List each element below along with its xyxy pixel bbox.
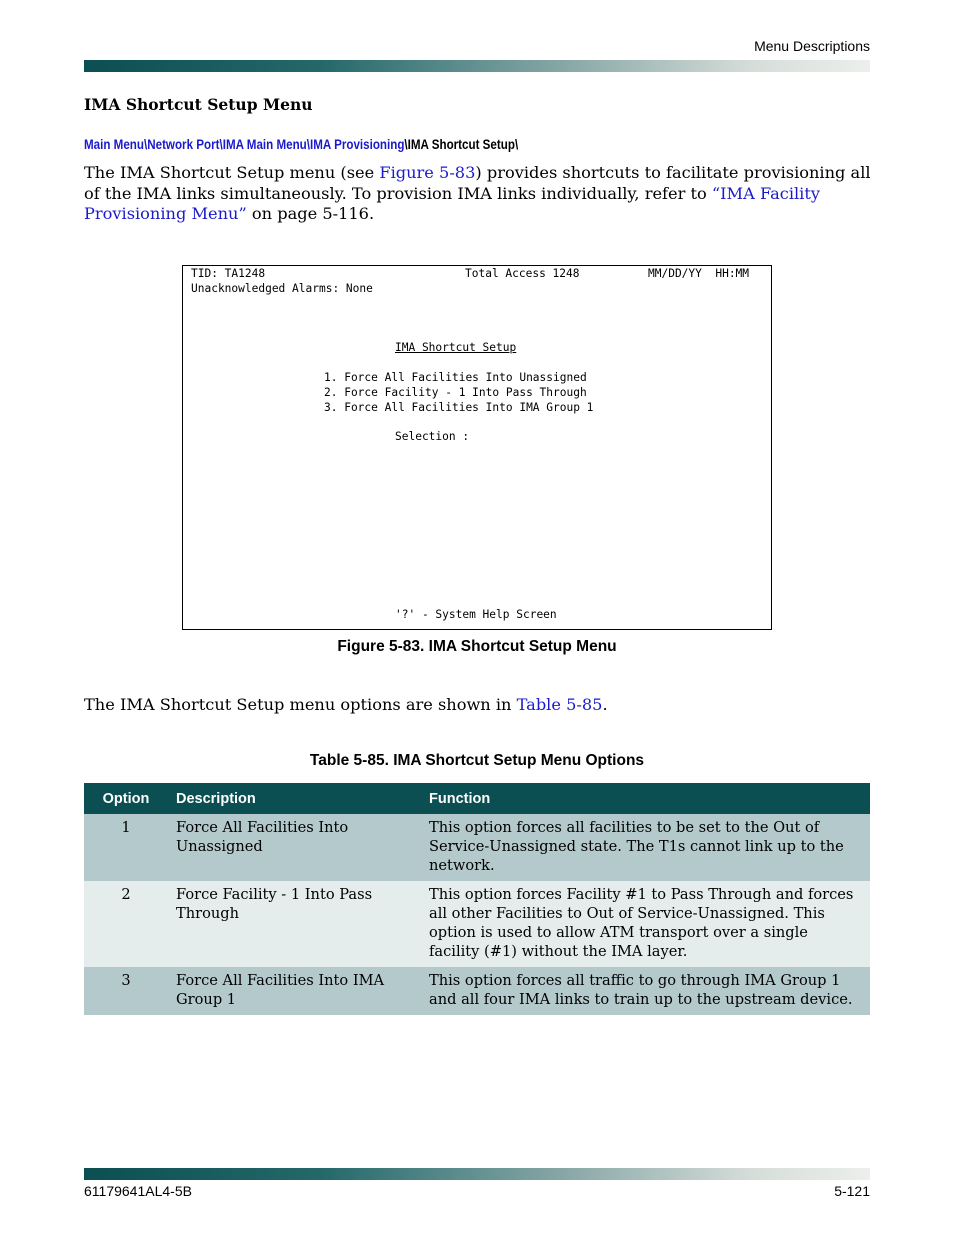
terminal-option-2[interactable]: 2. Force Facility - 1 Into Pass Through: [324, 386, 587, 399]
table-caption: Table 5-85. IMA Shortcut Setup Menu Options: [309, 752, 645, 769]
ima-facility-provisioning-link[interactable]: “IMA Facility Provisioning Menu”: [84, 183, 821, 223]
table-header-row: [84, 783, 870, 814]
figure-link[interactable]: Figure 5-83: [379, 163, 476, 182]
breadcrumb-ima-main-menu[interactable]: IMA Main Menu: [222, 137, 307, 152]
cell-option: 3: [84, 967, 168, 1015]
terminal-tid: TID: TA1248: [191, 267, 266, 280]
breadcrumb-ima-provisioning[interactable]: IMA Provisioning: [310, 137, 405, 152]
breadcrumb-main-menu[interactable]: Main Menu: [84, 137, 144, 152]
table-row: [84, 967, 870, 1015]
header-rule: [84, 60, 870, 72]
cell-function: This option forces all facilities to be set to the Out of Service-Unassigned state. The T1s cannot link up to the network.: [421, 814, 870, 881]
terminal-option-1[interactable]: 1. Force All Facilities Into Unassigned: [324, 371, 587, 384]
intro-paragraph: The IMA Shortcut Setup menu (see Figure 5-83) provides shortcuts to facilitate provisioning all of the IMA links simultaneously. To provision IMA links individually, refer to “IMA Facility Provisioning Menu” on page 5-116.: [84, 163, 871, 223]
cell-function: This option forces all traffic to go through IMA Group 1 and all four IMA links to train up to the upstream device.: [421, 967, 870, 1015]
cell-option: 2: [84, 881, 168, 967]
cell-description: Force All Facilities Into Unassigned: [168, 814, 421, 881]
cell-description: Force Facility - 1 Into Pass Through: [168, 881, 421, 967]
header-description: Description: [168, 783, 421, 814]
running-header: Menu Descriptions: [754, 38, 870, 54]
header-option: Option: [84, 783, 168, 814]
footer-rule: [84, 1168, 870, 1180]
terminal-help-hint: '?' - System Help Screen: [395, 608, 557, 621]
table-row: [84, 881, 870, 967]
header-function: Function: [421, 783, 870, 814]
cell-option: 1: [84, 814, 168, 881]
options-paragraph: The IMA Shortcut Setup menu options are shown in Table 5-85.: [84, 695, 608, 714]
table-link[interactable]: Table 5-85: [516, 695, 603, 714]
breadcrumb-current: IMA Shortcut Setup: [407, 137, 515, 152]
terminal-datetime: MM/DD/YY HH:MM: [648, 267, 750, 280]
footer-page-number: 5-121: [834, 1183, 870, 1199]
cell-function: This option forces Facility #1 to Pass Through and forces all other Facilities to Out of Service-Unassigned. This option is used to allow ATM transport over a single facility (#1) without the IMA layer.: [421, 881, 870, 967]
options-table: [84, 783, 870, 1015]
terminal-option-3[interactable]: 3. Force All Facilities Into IMA Group 1: [324, 401, 594, 414]
terminal-alarms: Unacknowledged Alarms: None: [191, 282, 373, 295]
section-heading: IMA Shortcut Setup Menu: [84, 95, 313, 114]
terminal-selection-prompt[interactable]: Selection :: [395, 430, 470, 443]
breadcrumb-network-port[interactable]: Network Port: [147, 137, 220, 152]
breadcrumb: Main Menu\Network Port\IMA Main Menu\IMA Provisioning\IMA Shortcut Setup\: [84, 137, 519, 152]
terminal-screen: [182, 265, 772, 630]
terminal-product: Total Access 1248: [465, 267, 580, 280]
terminal-menu-title: IMA Shortcut Setup: [395, 341, 517, 354]
footer-doc-number: 61179641AL4-5B: [84, 1183, 192, 1199]
cell-description: Force All Facilities Into IMA Group 1: [168, 967, 421, 1015]
table-row: [84, 814, 870, 881]
figure-caption: Figure 5-83. IMA Shortcut Setup Menu: [337, 638, 617, 655]
